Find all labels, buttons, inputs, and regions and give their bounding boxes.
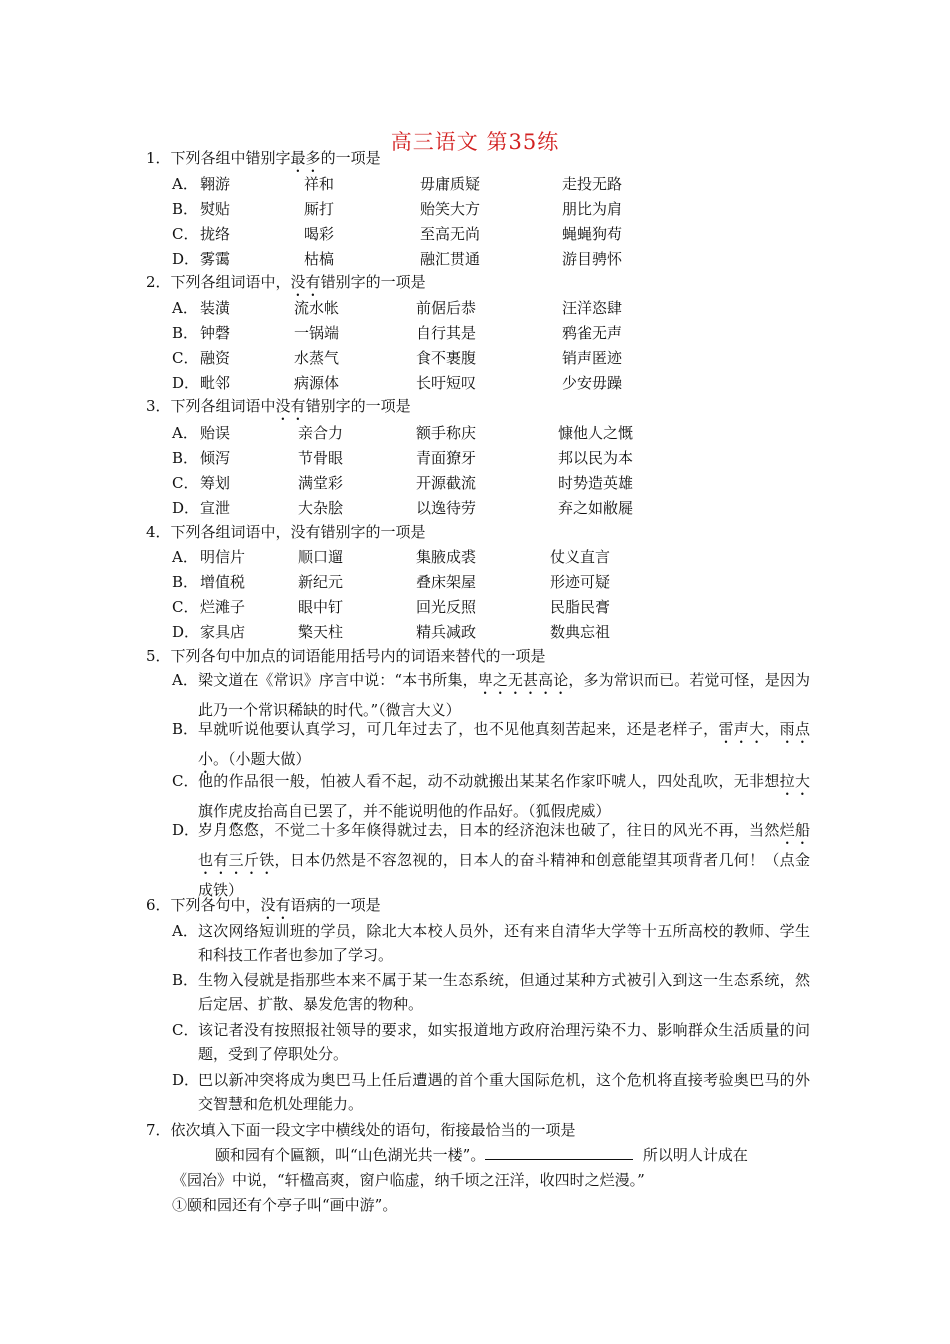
question-7-passage-line-1: 颐和园有个匾额，叫“山色湖光共一楼”。 所以明人计成在 xyxy=(215,1146,748,1164)
option-word: 邦以民为本 xyxy=(558,449,634,467)
question-7-passage-line-2: 《园冶》中说，“轩楹高爽，窗户临虚，纳千顷之汪洋，收四时之烂漫。” xyxy=(172,1171,645,1189)
option-word: 少安毋躁 xyxy=(562,374,623,392)
option-word: 满堂彩 xyxy=(298,474,344,492)
page-title: 高三语文 第35练 xyxy=(390,130,560,154)
option-word: 回光反照 xyxy=(416,598,477,616)
option-word: 明信片 xyxy=(200,548,246,566)
question-5-option-d: D． 岁月悠悠，不觉二十多年倏得就过去，日本的经济泡沫也破了，往日的风光不再，当然烂船也有三斤铁，日本仍然是不容忽视的，日本人的奋斗精神和创意能望其项背者几何！（点金成铁） xyxy=(172,821,810,899)
option-word: 病源体 xyxy=(294,374,340,392)
option-label: B． xyxy=(172,573,199,591)
option-label: A． xyxy=(172,175,198,193)
option-word: 形迹可疑 xyxy=(550,573,611,591)
option-label: D． xyxy=(172,250,200,268)
option-word: 销声匿迹 xyxy=(562,349,623,367)
option-word: 钟磬 xyxy=(200,324,231,342)
option-word: 青面獠牙 xyxy=(416,449,477,467)
option-word: 翱游 xyxy=(200,175,231,193)
option-word: 亲合力 xyxy=(298,424,344,442)
option-word: 蝇蝇狗苟 xyxy=(562,225,623,243)
option-label: A． xyxy=(172,299,198,317)
option-word: 增值税 xyxy=(200,573,246,591)
question-3-stem: 3．下列各组词语中没有错别字的一项是 xyxy=(146,397,411,415)
question-6-stem: 6．下列各句中，没有语病的一项是 xyxy=(146,896,381,914)
option-word: 雾霭 xyxy=(200,250,231,268)
option-word: 新纪元 xyxy=(298,573,344,591)
option-word: 厮打 xyxy=(304,200,335,218)
option-word: 宣泄 xyxy=(200,499,231,517)
option-word: 至高无尚 xyxy=(420,225,481,243)
option-word: 流水帐 xyxy=(294,299,340,317)
option-word: 筹划 xyxy=(200,474,231,492)
option-word: 民脂民膏 xyxy=(550,598,611,616)
option-word: 家具店 xyxy=(200,623,246,641)
question-7-item-1: ①颐和园还有个亭子叫“画中游”。 xyxy=(172,1196,398,1214)
question-6-option-d: D． 巴以新冲突将成为奥巴马上任后遭遇的首个重大国际危机，这个危机将直接考验奥巴马的外交智慧和危机处理能力。 xyxy=(172,1071,810,1113)
option-word: 游目骋怀 xyxy=(562,250,623,268)
option-word: 眼中钉 xyxy=(298,598,344,616)
option-word: 食不裹腹 xyxy=(416,349,477,367)
option-word: 仗义直言 xyxy=(550,548,611,566)
option-label: C． xyxy=(172,349,199,367)
option-label: D． xyxy=(172,499,200,517)
option-word: 倾泻 xyxy=(200,449,231,467)
option-word: 鸦雀无声 xyxy=(562,324,623,342)
option-word: 顺口遛 xyxy=(298,548,344,566)
option-word: 装潢 xyxy=(200,299,231,317)
option-word: 贻误 xyxy=(200,424,231,442)
question-6-option-c: C． 该记者没有按照报社领导的要求，如实报道地方政府治理污染不力、影响群众生活质量的问题，受到了停职处分。 xyxy=(172,1021,810,1063)
option-label: B． xyxy=(172,200,199,218)
option-label: C． xyxy=(172,474,199,492)
option-word: 前倨后恭 xyxy=(416,299,477,317)
option-word: 枯槁 xyxy=(304,250,335,268)
option-word: 檠天柱 xyxy=(298,623,344,641)
option-word: 走投无路 xyxy=(562,175,623,193)
option-label: A． xyxy=(172,548,198,566)
option-label: B． xyxy=(172,449,199,467)
option-word: 毗邻 xyxy=(200,374,231,392)
option-word: 额手称庆 xyxy=(416,424,477,442)
option-word: 数典忘祖 xyxy=(550,623,611,641)
question-5-option-c: C． 他的作品很一般，怕被人看不起，动不动就搬出某某名作家吓唬人，四处乱吹，无非想拉大旗作虎皮抬高自已罢了，并不能说明他的作品好。（狐假虎威） xyxy=(172,772,810,820)
question-6-option-a: A． 这次网络短训班的学员，除北大本校人员外，还有来自清华大学等十五所高校的教师、学生和科技工作者也参加了学习。 xyxy=(172,922,810,964)
option-word: 贻笑大方 xyxy=(420,200,481,218)
question-7-stem: 7．依次填入下面一段文字中横线处的语句，衔接最恰当的一项是 xyxy=(146,1121,576,1139)
option-word: 慷他人之慨 xyxy=(558,424,634,442)
option-label: C． xyxy=(172,598,199,616)
option-word: 毋庸质疑 xyxy=(420,175,481,193)
question-5-option-b: B． 早就听说他要认真学习，可几年过去了，也不见他真刻苦起来，还是老样子，雷声大，雨点小。（小题大做） xyxy=(172,720,810,768)
option-word: 烂滩子 xyxy=(200,598,246,616)
option-label: B． xyxy=(172,324,199,342)
option-word: 时势造英雄 xyxy=(558,474,634,492)
question-5-stem: 5．下列各句中加点的词语能用括号内的词语来替代的一项是 xyxy=(146,647,546,665)
option-word: 长吁短叹 xyxy=(416,374,477,392)
option-word: 精兵减政 xyxy=(416,623,477,641)
option-word: 自行其是 xyxy=(416,324,477,342)
option-word: 汪洋恣肆 xyxy=(562,299,623,317)
option-word: 以逸待劳 xyxy=(416,499,477,517)
option-word: 融汇贯通 xyxy=(420,250,481,268)
question-4-stem: 4．下列各组词语中，没有错别字的一项是 xyxy=(146,523,426,541)
option-word: 熨贴 xyxy=(200,200,231,218)
option-label: A． xyxy=(172,424,198,442)
option-word: 融资 xyxy=(200,349,231,367)
option-word: 喝彩 xyxy=(304,225,335,243)
question-1-stem: 1．下列各组中错别字最多的一项是 xyxy=(146,149,381,167)
answer-blank xyxy=(485,1145,633,1160)
option-label: D． xyxy=(172,623,200,641)
option-label: C． xyxy=(172,225,199,243)
question-6-option-b: B． 生物入侵就是指那些本来不属于某一生态系统，但通过某种方式被引入到这一生态系统，然后定居、扩散、暴发危害的物种。 xyxy=(172,971,810,1013)
option-word: 节骨眼 xyxy=(298,449,344,467)
option-word: 水蒸气 xyxy=(294,349,340,367)
option-word: 弃之如敝屣 xyxy=(558,499,634,517)
option-word: 祥和 xyxy=(304,175,335,193)
option-word: 一锅端 xyxy=(294,324,340,342)
question-5-option-a: A． 梁文道在《常识》序言中说：“本书所集，卑之无甚高论，多为常识而已。若觉可怪，是因为此乃一个常识稀缺的时代。”（微言大义） xyxy=(172,671,810,719)
option-word: 拢络 xyxy=(200,225,231,243)
option-word: 开源截流 xyxy=(416,474,477,492)
option-label: D． xyxy=(172,374,200,392)
option-word: 大杂脍 xyxy=(298,499,344,517)
option-word: 朋比为肩 xyxy=(562,200,623,218)
question-2-stem: 2．下列各组词语中，没有错别字的一项是 xyxy=(146,273,426,291)
option-word: 叠床架屋 xyxy=(416,573,477,591)
option-word: 集腋成裘 xyxy=(416,548,477,566)
